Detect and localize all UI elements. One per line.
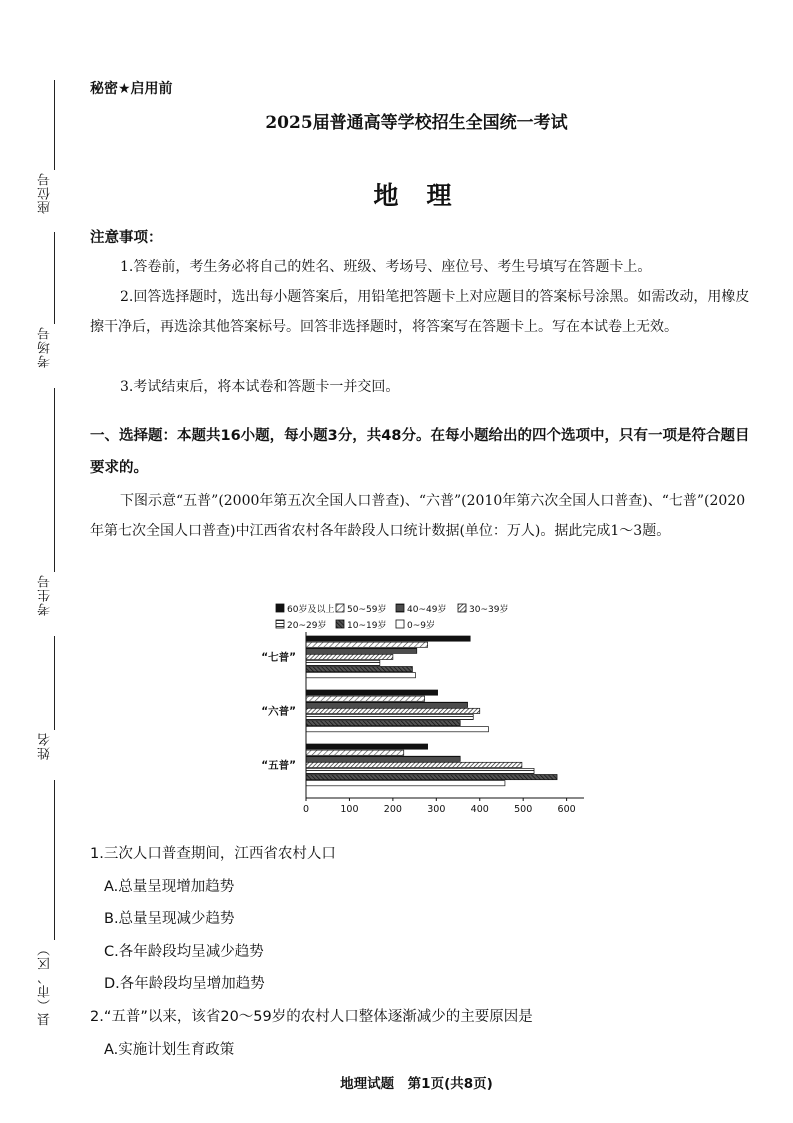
bar bbox=[306, 744, 428, 749]
bar bbox=[306, 642, 428, 647]
bar bbox=[306, 673, 415, 678]
margin-line bbox=[54, 388, 55, 572]
x-tick-label: 100 bbox=[340, 804, 359, 815]
name-label: 姓名 bbox=[38, 732, 53, 760]
exam-title: 2025届普通高等学校招生全国统一考试 bbox=[265, 113, 568, 133]
bar bbox=[306, 648, 417, 653]
bar bbox=[306, 654, 393, 659]
x-tick-label: 600 bbox=[557, 804, 576, 815]
legend-swatch bbox=[396, 604, 404, 612]
category-label: “七普” bbox=[261, 651, 296, 664]
bar bbox=[306, 636, 470, 641]
bar bbox=[306, 775, 557, 780]
bar bbox=[306, 721, 460, 726]
bar bbox=[306, 727, 488, 732]
note-item-3: 3.考试结束后，将本试卷和答题卡一并交回。 bbox=[120, 379, 400, 395]
subject-title: 地理 bbox=[373, 181, 480, 210]
x-tick-label: 300 bbox=[427, 804, 446, 815]
legend-swatch bbox=[396, 620, 404, 628]
chart-svg bbox=[248, 598, 598, 823]
margin-line bbox=[54, 780, 55, 940]
question-1-option-b: B.总量呈现减少趋势 bbox=[104, 911, 235, 927]
student-number-label: 考生号 bbox=[38, 574, 53, 616]
notes-title: 注意事项： bbox=[90, 230, 163, 246]
confidential-mark: 秘密★启用前 bbox=[90, 81, 173, 97]
county-label: 县（市、区） bbox=[38, 942, 53, 1026]
x-tick-label: 500 bbox=[514, 804, 533, 815]
bar bbox=[306, 714, 473, 719]
legend-label: 40~49岁 bbox=[407, 605, 447, 615]
chart-intro: 下图示意“五普”(2000年第五次全国人口普查)、“六普”(2010年第六次全国人口普查)、“七普”(2020年第七次全国人口普查)中江西省农村各年龄段人口统计数据(单位：万人)。据此完成1～3题。 bbox=[90, 493, 746, 539]
question-1-option-a: A.总量呈现增加趋势 bbox=[104, 879, 235, 895]
legend-swatch bbox=[336, 604, 344, 612]
page-footer: 地理试题 第1页(共8页) bbox=[340, 1076, 493, 1092]
bar bbox=[306, 750, 404, 755]
question-2-stem: 2.“五普”以来，该省20～59岁的农村人口整体逐渐减少的主要原因是 bbox=[90, 1009, 533, 1025]
legend-swatch bbox=[276, 620, 284, 628]
legend-label: 60岁及以上 bbox=[287, 605, 335, 615]
seat-number-label: 座位号 bbox=[38, 172, 53, 214]
bar bbox=[306, 690, 438, 695]
bar bbox=[306, 781, 505, 786]
x-tick-label: 200 bbox=[383, 804, 402, 815]
bar bbox=[306, 696, 425, 701]
legend-label: 20~29岁 bbox=[287, 621, 327, 631]
legend-label: 10~19岁 bbox=[347, 621, 387, 631]
question-1-option-c: C.各年龄段均呈减少趋势 bbox=[104, 944, 264, 960]
x-tick-label: 0 bbox=[302, 804, 310, 815]
binding-margin bbox=[0, 0, 70, 1123]
margin-line bbox=[54, 636, 55, 730]
x-tick-label: 400 bbox=[470, 804, 489, 815]
question-1-stem: 1.三次人口普查期间，江西省农村人口 bbox=[90, 846, 336, 862]
question-2-option-a: A.实施计划生育政策 bbox=[104, 1042, 235, 1058]
note-item-2: 2.回答选择题时，选出每小题答案后，用铅笔把答题卡上对应题目的答案标号涂黑。如需改动，用橡皮擦干净后，再选涂其他答案标号。回答非选择题时，将答案写在答题卡上。写在本试卷上无效。 bbox=[90, 289, 750, 335]
margin-line bbox=[54, 232, 55, 324]
bar bbox=[306, 660, 380, 665]
category-label: “五普” bbox=[261, 759, 296, 772]
bar bbox=[306, 762, 522, 767]
question-1-option-d: D.各年龄段均呈增加趋势 bbox=[104, 976, 265, 992]
bar bbox=[306, 667, 412, 672]
legend-swatch bbox=[458, 604, 466, 612]
section-heading-text: 一、选择题：本题共16小题，每小题3分，共48分。在每小题给出的四个选项中，只有一项是符合题目要求的。 bbox=[90, 428, 750, 476]
exam-room-label: 考场号 bbox=[38, 326, 53, 368]
legend-swatch bbox=[336, 620, 344, 628]
legend-label: 50~59岁 bbox=[347, 605, 387, 615]
bar bbox=[306, 756, 460, 761]
population-chart bbox=[248, 598, 598, 823]
legend-swatch bbox=[276, 604, 284, 612]
legend-label: 0~9岁 bbox=[407, 621, 435, 631]
bar bbox=[306, 702, 468, 707]
category-label: “六普” bbox=[261, 705, 296, 718]
bar bbox=[306, 768, 534, 773]
legend-label: 30~39岁 bbox=[469, 605, 509, 615]
bar bbox=[306, 708, 480, 713]
section-heading bbox=[90, 420, 758, 484]
note-item-1: 1.答卷前，考生务必将自己的姓名、班级、考场号、座位号、考生号填写在答题卡上。 bbox=[120, 259, 652, 275]
